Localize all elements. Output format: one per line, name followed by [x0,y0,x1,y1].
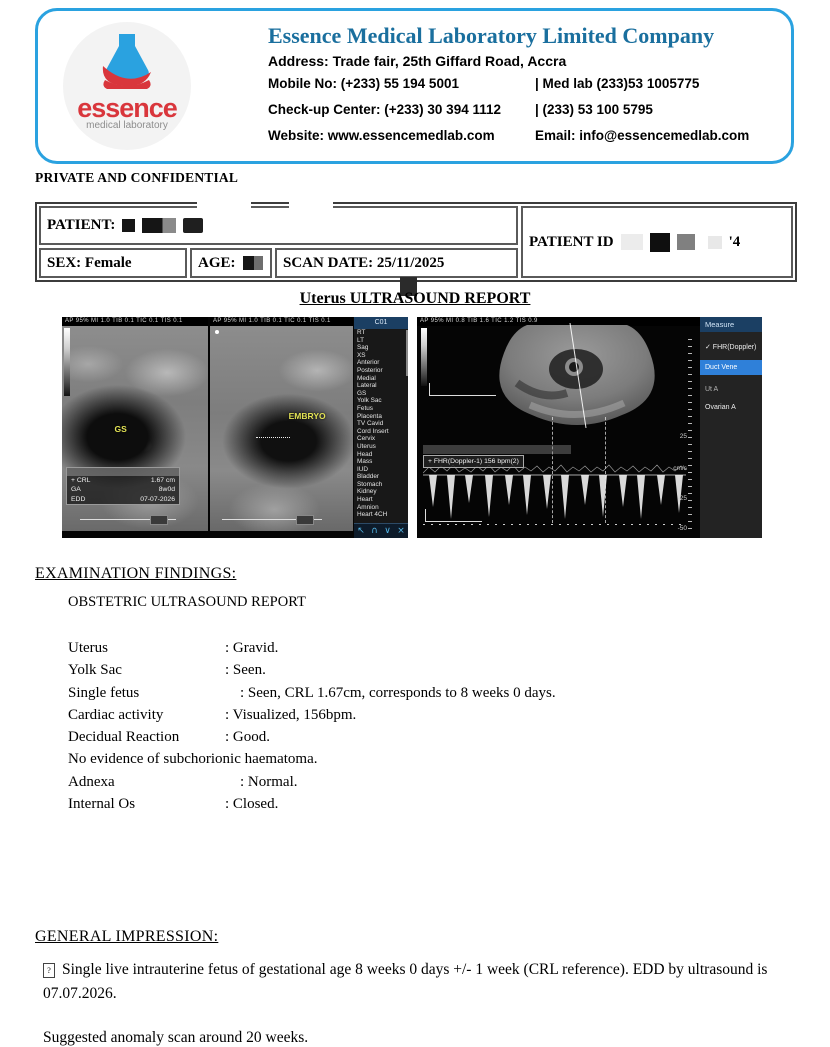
finding-row [68,659,795,681]
ultrasound-sector [472,323,682,428]
finding-row [68,637,795,659]
toolbar-icon: ∩ [371,526,378,536]
redaction-block [708,236,722,249]
finding-label: Single fetus [68,684,140,701]
flask-icon [63,22,191,94]
edd-label: EDD [71,495,86,503]
redaction-patch [197,199,251,208]
anatomy-menu-item: LT [357,336,364,344]
anatomy-menu-item: TV Cavid [357,420,384,428]
patient-label: PATIENT: [47,217,116,233]
finding-value: : Gravid. [225,640,279,656]
measure-caliper-line [222,519,322,520]
patient-id-cell [521,206,793,278]
finding-value: : Good. [225,729,270,746]
ultrasound-image-gs-embryo [62,317,408,538]
crl-label: + CRL [71,476,91,484]
acoustic-output-status: AP 95% MI 1.0 TIB 0.1 TIC 0.1 TIS 0.1 [210,317,353,326]
anatomy-menu-item: IUD [357,465,369,473]
measure-caliper-line [80,519,176,520]
finding-row [68,704,795,726]
finding-value: : Closed. [225,796,279,813]
acoustic-output-status: AP 95% MI 0.8 TIB 1.6 TIC 1.2 TIS 0.9 [417,317,700,326]
ultrasound-image-doppler [417,317,762,538]
anatomy-menu-item: Medial [357,374,376,382]
time-axis-ruler [423,524,685,525]
menu-toolbar [354,523,408,538]
redaction-block [142,218,176,233]
anatomy-menu-item: Lateral [357,382,377,390]
patient-table-row2 [39,248,518,278]
measure-menu-item-duct-vene: Duct Vene [700,360,762,375]
age-cell [190,248,272,278]
measure-menu-header: Measure [700,317,762,332]
redaction-block [621,234,643,250]
anatomy-menu-item: Cord Insert [357,427,389,435]
caliper-tag [150,515,168,525]
anatomy-menu-item: Uterus [357,442,376,450]
impression-note: Suggested anomaly scan around 20 weeks. [43,1029,309,1046]
letterhead [35,8,794,164]
anatomy-menu-item: Amnion [357,503,379,511]
acoustic-output-status: AP 95% MI 1.0 TIB 0.1 TIC 0.1 TIS 0.1 [62,317,208,326]
finding-label: Uterus [68,640,108,656]
toolbar-icon: ∨ [384,526,391,536]
gs-annotation: GS [114,424,127,434]
scale-label: -50 [677,525,687,532]
anatomy-menu-item: Anterior [357,359,380,367]
measurement-results-box [66,467,180,506]
redaction-block [183,218,203,233]
contact-grid [268,71,781,149]
age-label: AGE: [198,254,236,271]
ga-value: 8w0d [158,486,175,493]
anatomy-menu-item: Heart [357,496,373,504]
redaction-block [243,256,263,270]
patient-id-label: PATIENT ID [529,233,614,250]
finding-row [68,793,795,815]
missing-glyph-box: ? [43,963,55,978]
fhr-measurement-tag: + FHR(Doppler-1) 156 bpm(2) [423,455,524,468]
email: Email: info@essencemedlab.com [535,128,750,143]
confidential-label: PRIVATE AND CONFIDENTIAL [35,170,239,185]
impression-text [43,958,797,1006]
scale-label: -25 [677,495,687,502]
anatomy-menu-item: Placenta [357,412,382,420]
finding-value: : Seen, CRL 1.67cm, corresponds to 8 weeks 0 days. [240,684,556,701]
report-title: Uterus ULTRASOUND REPORT [299,290,531,307]
mobile-number: Mobile No: (+233) 55 194 5001 [268,76,459,91]
measure-bracket [429,383,496,396]
finding-label: No evidence of subchorionic haematoma. [68,751,318,768]
examination-findings-section [35,565,795,815]
redaction-block [122,219,135,232]
measure-menu-item-ut-a: Ut A [705,386,719,393]
patient-table-left [39,206,518,278]
scale-label-units: cm/s [673,465,687,472]
toolbar-icon: × [397,526,405,536]
finding-value: : Visualized, 156bpm. [225,706,357,723]
checkup-number-2: | (233) 53 100 5795 [535,102,653,117]
menu-scrollbar [406,330,408,376]
measurement-row [67,476,179,486]
impression-heading: GENERAL IMPRESSION: [35,928,219,945]
anatomy-menu-item: XS [357,351,366,359]
finding-label: Cardiac activity [68,706,164,723]
finding-row [68,771,795,793]
finding-value: : Normal. [240,773,298,790]
orientation-marker [215,330,219,334]
toolbar-icon: ↖ [357,526,365,536]
crl-value: 1.67 cm [150,476,175,484]
finding-row [68,682,795,704]
general-impression-section [35,928,797,1047]
finding-row [68,748,795,770]
embryo-annotation: EMBRYO [288,411,326,422]
anatomy-menu-item: Head [357,450,373,458]
company-logo [63,22,191,150]
patient-info-table [35,202,797,282]
measure-menu [700,317,762,538]
sweep-bracket [425,509,482,522]
finding-label: Adnexa [68,773,115,790]
anatomy-menu-item: Stomach [357,480,383,488]
anatomy-menu-item: RT [357,329,366,336]
anatomy-annotation-menu [354,317,408,538]
edd-value: 07-07-2026 [140,495,175,503]
finding-label: Decidual Reaction [68,729,180,746]
finding-label: Yolk Sac [68,662,122,679]
measurement-row [67,485,179,495]
ultrasound-panel-embryo [210,317,353,531]
anatomy-menu-item: Bladder [357,473,380,481]
anatomy-menu-item: Fetus [357,404,373,412]
ga-label: GA [71,486,81,493]
logo-tagline: medical laboratory [86,120,168,131]
redaction-block [677,234,695,250]
scan-date-cell: SCAN DATE: 25/11/2025 [275,248,518,278]
company-name: Essence Medical Laboratory Limited Company [268,23,715,48]
doppler-tag-bar [423,445,571,454]
sex-cell: SEX: Female [39,248,187,278]
anatomy-menu-item: Mass [357,458,373,466]
measurement-box-header [67,468,179,476]
findings-rows [68,637,795,815]
anatomy-menu-item: GS [357,389,367,397]
medlab-number: | Med lab (233)53 1005775 [535,76,700,91]
findings-heading: EXAMINATION FINDINGS: [35,565,237,582]
caliper-tag [296,515,314,525]
anatomy-menu-item: Yolk Sac [357,397,382,405]
measure-menu-item-ovarian-a: Ovarian A [705,404,736,411]
velocity-scale-ruler [688,339,692,529]
redaction-patch [289,199,333,208]
finding-value: : Seen. [225,662,266,679]
anatomy-menu-list [354,329,408,522]
anatomy-menu-item: Posterior [357,366,383,374]
letterhead-info [268,23,781,149]
logo-wordmark: essence [77,93,177,123]
anatomy-menu-item: Kidney [357,488,377,496]
measure-menu-item-fhr: ✓ FHR(Doppler) [705,344,757,351]
anatomy-menu-item: Sag [357,344,369,352]
company-address: Address: Trade fair, 25th Giffard Road, Accra [268,53,567,69]
anatomy-menu-item: Heart 4CH [357,511,388,519]
website: Website: www.essencemedlab.com [268,128,495,143]
finding-label: Internal Os [68,796,136,813]
finding-row [68,726,795,748]
crl-caliper-dotted-line [256,437,290,438]
measurement-row [67,495,179,505]
ultrasound-panel-gs [62,317,208,531]
anatomy-menu-header: C01 [354,317,408,329]
grayscale-bar [421,328,427,386]
patient-id-suffix: '4 [728,233,741,250]
scale-label: 25 [679,433,687,440]
checkup-number: Check-up Center: (+233) 30 394 1112 [268,102,502,117]
patient-name-cell [39,206,518,245]
grayscale-bar [64,328,70,396]
anatomy-menu-item: Cervix [357,435,376,443]
findings-subheading: OBSTETRIC ULTRASOUND REPORT [68,594,306,610]
impression-line1: Single live intrauterine fetus of gestational age 8 weeks 0 days +/- 1 week (CRL reference). EDD by ultrasound is 07.07.2026. [43,961,768,1002]
redaction-block [650,233,670,252]
